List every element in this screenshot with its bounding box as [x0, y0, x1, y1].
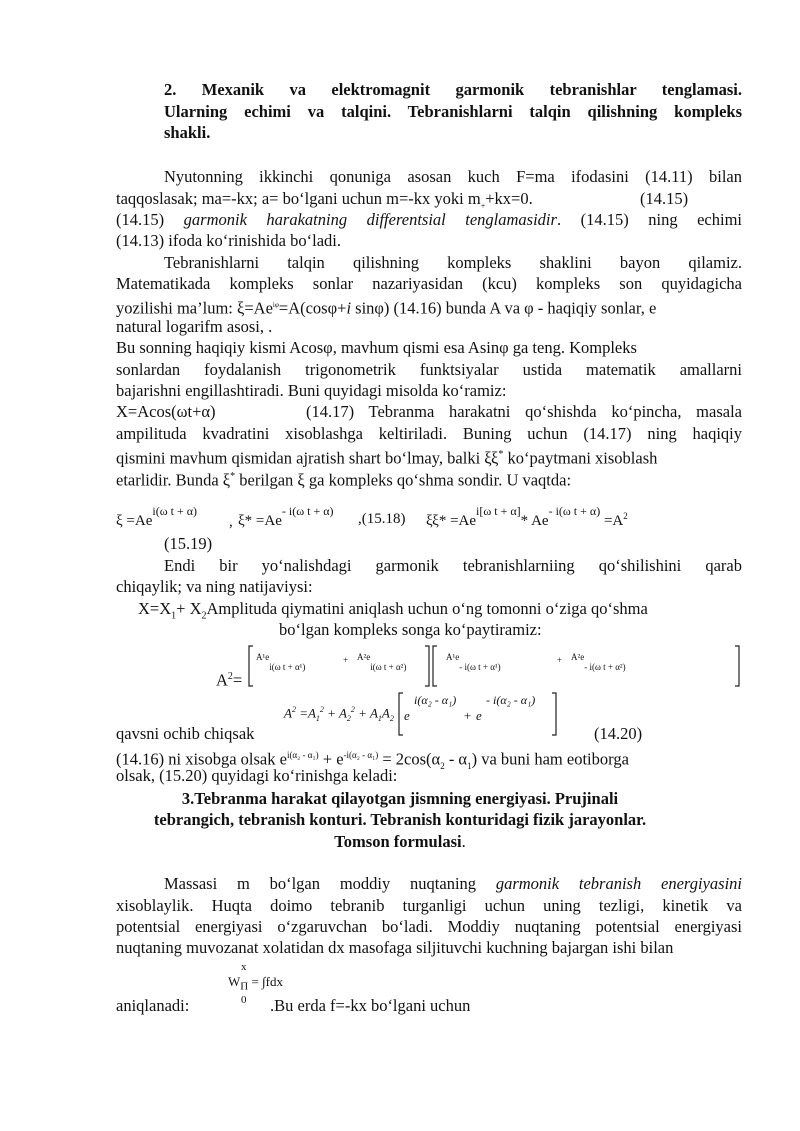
formula-xi: ξ =Ae [116, 513, 153, 529]
formula-xi-xi-star-exp: i[ω t + α] [476, 504, 521, 518]
para3-line7-a: etarlidir. Bunda ξ [116, 470, 231, 490]
eq-number-15-19: (15.19) [164, 534, 213, 553]
eq-number-14-15: (14.15) [640, 189, 689, 208]
para1-line2-eq: +kx=0. [485, 189, 533, 208]
eq-number-15-18: ,(15.18) [358, 511, 406, 527]
formula-term4 [571, 652, 626, 672]
para4-line2: chiqaylik; va ning natijaviysi: [116, 577, 313, 596]
formula-expanded-plus3: + [463, 708, 472, 723]
para4-line4: bo‘lgan kompleks songa ko‘paytiramiz: [279, 620, 542, 639]
para1-line3-italic: garmonik harakatning differentsial tenglamasidir [183, 210, 557, 229]
formula-15-18-part2 [238, 505, 334, 531]
formula-result-exp: 2 [623, 511, 628, 521]
formula-expanded-eq: =A [299, 705, 316, 721]
formula-mult: * Ae [520, 513, 549, 529]
formula-expanded-e2: e [476, 708, 482, 723]
para3-line2: sonlardan foydalanish trigonometrik funktsiyalar ustida matematik amallarni [116, 360, 742, 379]
para1-line2-text: taqqoslasak; ma=-kx; a= bo‘lgani uchun m=-kx yoki m [116, 189, 481, 208]
para6-line3: potentsial energiyasi o‘zgaruvchan bo‘ladi. Moddiy nuqtaning potentsial energiyasi [116, 917, 742, 936]
para4-line1: Endi bir yo‘nalishdagi garmonik tebranishlarniing qo‘shilishini qarab [164, 556, 742, 575]
para6-line2: xisoblaylik. Huqta doimo tebranib turganligi uchun uning tezligi, kinetik va [116, 896, 742, 915]
para4-line3-b: + X [176, 599, 202, 618]
formula-expanded-exp1: i(α₂ - α₁) [414, 693, 457, 707]
para3-line7-sup: * [230, 471, 236, 482]
formula-term3-exp: - i(ω t + α¹) [459, 662, 501, 672]
para6-line5-b: .Bu erda f=-kx bo‘lgani uchun [270, 996, 471, 1015]
para5-line2-e: ) va buni ham eotiborga [471, 749, 629, 769]
formula-xi-star-exp: - i(ω t + α) [281, 504, 334, 518]
formula-term2-exp: i(ω t + α²) [370, 662, 407, 672]
para1-line4: (14.13) ifoda ko‘rinishida bo‘ladi. [116, 231, 341, 250]
para5-line3: olsak, (15.20) quyidagi ko‘rinishga keladi: [116, 766, 398, 785]
para2-line3 [116, 295, 656, 319]
para5-line2-c: = 2cos(α [378, 749, 441, 769]
formula-expanded-exp2: - i(α₂ - α₁) [486, 693, 536, 707]
formula-xi-xi-star: ξξ* =Ae [426, 513, 477, 529]
para3-line5: ampilituda kvadratini xisoblashga keltiriladi. Buning uchun (14.17) ning haqiqiy [116, 424, 742, 443]
formula-term3-base: A¹e [446, 652, 460, 662]
para5-line2-sub1: 2 [440, 760, 445, 771]
section-heading-3-line1: 3.Tebranma harakat qilayotgan jismning energiyasi. Prujinali [181, 789, 619, 808]
para3-line7-b: berilgan ξ ga kompleks qo‘shma sondir. U vaqtda: [235, 470, 572, 490]
formula-plus2: + [557, 655, 563, 665]
potential-energy-formula [228, 974, 283, 993]
para3-line4-text: (14.17) Tebranma harakatni qo‘shishda ko‘pincha, masala [306, 402, 742, 421]
formula-xi-star: ξ* =Ae [238, 513, 282, 529]
para3-line3: bajarishni engillashtiradi. Buni quyidagi misolda ko‘ramiz: [116, 381, 507, 400]
section-heading-2-line1: 2. Mexanik va elektromagnit garmonik tebranishlar tenglamasi. [164, 80, 742, 99]
formula-xi-exp: i(ω t + α) [152, 504, 198, 518]
para1-line2: taqqoslasak; ma=-kx; a= bo‘lgani uchun m=-kx yoki $m_++kx=0$. [116, 189, 533, 211]
para2-line3-b: =A(cosφ+ [278, 298, 347, 318]
formula-term1-exp: i(ω t + α¹) [269, 662, 306, 672]
para5-line2-d: - α [444, 749, 468, 769]
para3-line1: Bu sonning haqiqiy kismi Acosφ, mavhum qismi esa Asinφ ga teng. Kompleks [116, 338, 637, 357]
formula-term4-base: A²e [571, 652, 585, 662]
formula-a2-lhs [216, 667, 242, 691]
para2-line1: Tebranishlarni talqin qilishning kompleks shaklini bayon qilamiz. [164, 253, 742, 272]
formula-term2 [357, 652, 407, 672]
para3-line6-b: ko‘paytmani xisoblash [503, 448, 658, 468]
section-heading-3-line3 [0, 831, 800, 852]
para5-line2-sup2: -i(α₂ - α₁) [343, 750, 379, 760]
para2-line3-sup: iφ [272, 301, 279, 309]
para3-line6-a: qismini mavhum qismidan ajratish shart bo‘lmay, balki ξξ [116, 448, 499, 468]
para6-line1-italic: garmonik tebranish energiyasini [495, 874, 742, 893]
para6-line5-a: aniqlanadi: [116, 996, 190, 1015]
formula-expanded-e1: e [404, 708, 410, 723]
para1-line1: Nyutonning ikkinchi qonuniga asosan kuch F=ma ifodasini (14.11) bilan [164, 167, 742, 186]
para2-line3-i: i [346, 298, 352, 318]
formula-term2-base: A²e [357, 652, 371, 662]
para5-line2-b: + e [318, 749, 344, 769]
section-heading-2-line2: Ularning echimi va talqini. Tebranishlarni talqin qilishning kompleks [164, 102, 742, 121]
para2-line2: Matematikada kompleks sonlar nazariyasidan (kcu) kompleks son quyidagicha [116, 274, 742, 293]
para2-line3-a: yozilishi ma’lum: ξ=Ae [116, 298, 273, 318]
formula-a2-A-sup: 2 [227, 671, 233, 682]
para3-line4-formula: X=Acos(ωt+α) [116, 402, 216, 421]
formula-comma: , [229, 514, 233, 530]
para5-line2-sup1: i(α₂ - α₁) [286, 750, 319, 760]
formula-mult-exp: - i(ω t + α) [548, 504, 601, 518]
formula-expanded-lhs: $A^2 =A_1^2 + A_2^2 + A_1A_2$ [284, 705, 394, 723]
para3-line6-sup: * [498, 449, 504, 460]
formula-result: =A [603, 513, 624, 529]
para5-line2-sub2: 1 [467, 760, 472, 771]
section-heading-3-line3-dot: . [461, 832, 466, 851]
para6-line1-a: Massasi m bo‘lgan moddiy nuqtaning [164, 874, 477, 893]
formula-term4-exp: - i(ω t + α²) [584, 662, 626, 672]
para5-line2-a: (14.16) ni xisobga olsak e [116, 749, 287, 769]
para1-line3-ref: (14.15) [116, 210, 165, 229]
formula-15-18-part1 [116, 505, 197, 531]
formula-term1 [256, 652, 306, 672]
para1-line3-tail: . (14.15) ning echimi [556, 210, 742, 229]
formula-expanded-plus2: + A [358, 705, 378, 721]
para1-line3 [116, 210, 742, 230]
para4-line3-sub2: 2 [201, 610, 207, 622]
para2-line3-c: sinφ) (14.16) bunda A va φ - haqiqiy sonlar, e [351, 298, 657, 318]
para6-line1 [164, 874, 742, 894]
formula-15-18-part3 [426, 505, 628, 531]
formula-term1-base: A¹e [256, 652, 270, 662]
potential-energy-W: W [228, 974, 241, 989]
potential-energy-integral: = ∫fdx [251, 974, 283, 989]
para6-line4: nuqtaning muvozanat xolatidan dx masofaga siljituvchi kuchning bajargan ishi bilan [116, 938, 674, 957]
integral-lower-limit: 0 [241, 994, 247, 1006]
formula-expanded-plus1: + A [327, 705, 347, 721]
para5-line1: qavsni ochib chiqsak [116, 724, 255, 743]
formula-term3 [446, 652, 501, 672]
section-heading-3-line3-text: Tomson formulasi [334, 832, 462, 851]
para4-line3-a: X=X [138, 599, 172, 618]
potential-energy-W-sub: Π [240, 980, 249, 993]
eq-number-14-20: (14.20) [594, 724, 643, 743]
para3-line7 [116, 467, 571, 491]
para2-line4: natural logarifm asosi, . [116, 317, 273, 336]
section-heading-3-line2: tebrangich, tebranish konturi. Tebranish konturidagi fizik jarayonlar. [153, 810, 647, 829]
formula-plus1: + [343, 655, 349, 665]
formula-a2-eq: = [232, 670, 243, 690]
formula-expanded-A: A [284, 705, 292, 721]
formula-a2-A: A [216, 670, 228, 690]
para4-line3-sub1: 1 [171, 610, 177, 622]
para4-line3-c: Amplituda qiymatini aniqlash uchun o‘ng tomonni o‘ziga qo‘shma [206, 599, 648, 618]
integral-upper-limit: x [241, 961, 247, 973]
section-heading-2-line3: shakli. [164, 123, 211, 142]
para3-line6 [116, 445, 657, 469]
formula-expanded-A2: A [381, 705, 390, 721]
